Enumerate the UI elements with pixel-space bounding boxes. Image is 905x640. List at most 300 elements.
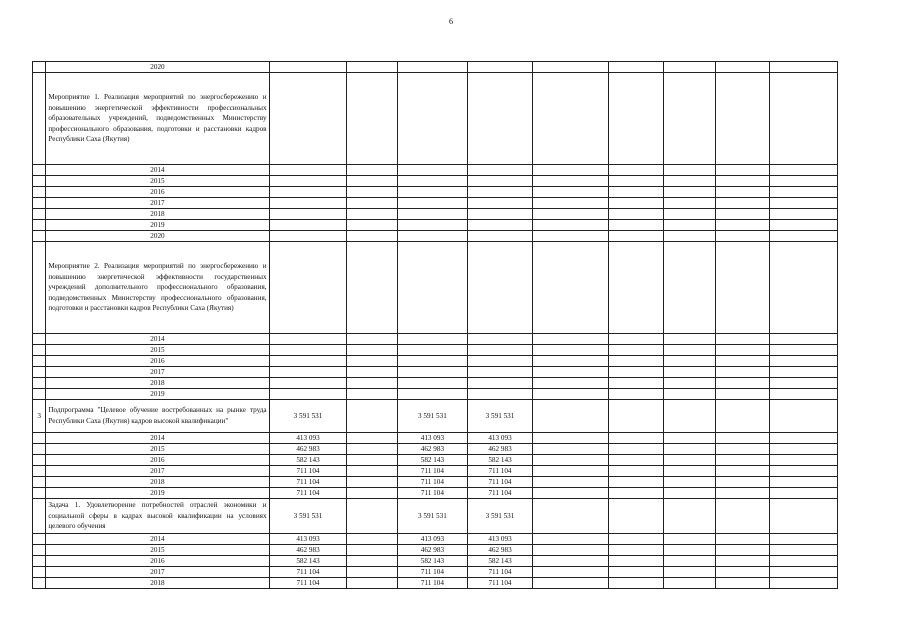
table-cell (532, 176, 608, 187)
table-cell (770, 455, 838, 466)
table-cell (33, 499, 46, 534)
table-cell (347, 444, 397, 455)
total-amount: 413 093 (269, 433, 347, 444)
table-cell (347, 533, 397, 544)
table-cell (347, 231, 397, 242)
total-amount: 711 104 (269, 566, 347, 577)
year-cell: 2017 (46, 198, 269, 209)
year-row (33, 466, 838, 477)
total-amount: 582 143 (269, 555, 347, 566)
year-row (33, 389, 838, 400)
year-cell: 2018 (46, 477, 269, 488)
table-cell (269, 209, 347, 220)
table-cell (347, 577, 397, 588)
table-cell (532, 367, 608, 378)
description-cell: Подпрограмма "Целевое обучение востребованных на рынке труда Республики Саха (Якутия) кадров высокой квалификации" (46, 400, 269, 433)
year-cell: 2014 (46, 533, 269, 544)
table-cell (347, 356, 397, 367)
table-cell (716, 220, 770, 231)
table-cell (397, 389, 468, 400)
year-row (33, 367, 838, 378)
table-cell (347, 389, 397, 400)
table-cell (663, 345, 715, 356)
table-cell (608, 73, 663, 165)
table-cell (347, 345, 397, 356)
measure2-row (33, 242, 838, 334)
table-cell (770, 231, 838, 242)
table-cell (397, 345, 468, 356)
table-cell (663, 378, 715, 389)
budget-amount: 711 104 (397, 466, 468, 477)
table-cell (468, 165, 533, 176)
year-cell: 2018 (46, 209, 269, 220)
table-cell (269, 367, 347, 378)
table-cell (663, 334, 715, 345)
table-cell (770, 187, 838, 198)
table-cell (608, 533, 663, 544)
budget-amount: 413 093 (397, 533, 468, 544)
table-cell (532, 231, 608, 242)
budget-amount: 3 591 531 (397, 400, 468, 433)
table-cell (269, 356, 347, 367)
total-amount: 711 104 (269, 477, 347, 488)
table-cell (468, 378, 533, 389)
table-cell (608, 231, 663, 242)
year-row (33, 444, 838, 455)
table-cell (33, 356, 46, 367)
table-cell (33, 433, 46, 444)
table-cell (532, 566, 608, 577)
table-cell (33, 577, 46, 588)
table-cell (663, 455, 715, 466)
budget-amount: 462 983 (397, 444, 468, 455)
table-cell (397, 198, 468, 209)
table-cell (532, 466, 608, 477)
table-cell (716, 378, 770, 389)
table-cell (716, 73, 770, 165)
table-cell (663, 367, 715, 378)
budget-amount: 413 093 (397, 433, 468, 444)
table-cell (397, 334, 468, 345)
table-cell (608, 389, 663, 400)
table-cell (347, 334, 397, 345)
table-cell (532, 544, 608, 555)
row-number: 3 (33, 400, 46, 433)
year-cell: 2020 (46, 62, 269, 73)
table-cell (770, 555, 838, 566)
year-row (33, 477, 838, 488)
total-amount: 3 591 531 (269, 400, 347, 433)
table-cell (770, 209, 838, 220)
table-cell (770, 477, 838, 488)
table-cell (468, 62, 533, 73)
table-cell (716, 466, 770, 477)
year-row (33, 555, 838, 566)
table-cell (770, 544, 838, 555)
table-cell (716, 198, 770, 209)
table-cell (532, 533, 608, 544)
amount-cell: 3 591 531 (468, 400, 533, 433)
budget-table (32, 61, 838, 589)
measure1-row (33, 73, 838, 165)
year-row (33, 231, 838, 242)
total-amount: 462 983 (269, 444, 347, 455)
table-cell (608, 356, 663, 367)
budget-amount: 711 104 (397, 566, 468, 577)
table-cell (33, 165, 46, 176)
table-cell (33, 477, 46, 488)
total-amount: 582 143 (269, 455, 347, 466)
table-cell (269, 165, 347, 176)
table-cell (33, 345, 46, 356)
table-cell (663, 555, 715, 566)
table-cell (397, 220, 468, 231)
table-cell (269, 242, 347, 334)
table-cell (33, 198, 46, 209)
table-cell (663, 577, 715, 588)
table-cell (33, 444, 46, 455)
table-cell (347, 566, 397, 577)
table-cell (716, 433, 770, 444)
table-cell (716, 334, 770, 345)
table-cell (468, 345, 533, 356)
table-cell (770, 533, 838, 544)
page-number: 6 (449, 17, 453, 26)
table-cell (532, 433, 608, 444)
budget-amount: 711 104 (397, 577, 468, 588)
amount-cell: 711 104 (468, 477, 533, 488)
table-cell (770, 566, 838, 577)
table-cell (269, 378, 347, 389)
table-cell (716, 477, 770, 488)
table-cell (663, 220, 715, 231)
table-cell (532, 198, 608, 209)
description-cell: Мероприятие 2. Реализация мероприятий по энергосбережению и повышению энергетической эффективности государственных учреждений дополнительного профессионального образования, подведомственных Министерству профессионального образования, подготовки и расстановки кадров Республики Саха (Якутия) (46, 242, 269, 334)
table-cell (347, 477, 397, 488)
table-cell (663, 389, 715, 400)
table-cell (608, 499, 663, 534)
budget-amount: 462 983 (397, 544, 468, 555)
table-cell (770, 165, 838, 176)
table-cell (532, 455, 608, 466)
table-cell (468, 209, 533, 220)
table-cell (532, 356, 608, 367)
table-cell (663, 242, 715, 334)
table-cell (33, 389, 46, 400)
table-cell (608, 165, 663, 176)
amount-cell: 711 104 (468, 566, 533, 577)
amount-cell: 462 983 (468, 444, 533, 455)
table-cell (532, 577, 608, 588)
year-cell: 2017 (46, 566, 269, 577)
table-cell (33, 334, 46, 345)
year-cell: 2014 (46, 165, 269, 176)
subprogram-row (33, 400, 838, 433)
table-cell (347, 455, 397, 466)
table-cell (770, 499, 838, 534)
table-cell (532, 444, 608, 455)
year-row (33, 433, 838, 444)
table-cell (663, 62, 715, 73)
year-row (33, 198, 838, 209)
table-cell (532, 73, 608, 165)
year-cell: 2015 (46, 176, 269, 187)
table-cell (663, 73, 715, 165)
table-cell (269, 231, 347, 242)
table-cell (663, 566, 715, 577)
table-cell (770, 577, 838, 588)
total-amount: 711 104 (269, 577, 347, 588)
table-cell (608, 220, 663, 231)
table-cell (608, 400, 663, 433)
table-cell (663, 488, 715, 499)
year-row (33, 334, 838, 345)
total-amount: 711 104 (269, 488, 347, 499)
table-cell (770, 378, 838, 389)
table-cell (269, 73, 347, 165)
year-row (33, 165, 838, 176)
year-cell: 2019 (46, 389, 269, 400)
table-cell (608, 334, 663, 345)
table-cell (347, 433, 397, 444)
year-cell: 2015 (46, 544, 269, 555)
total-amount: 3 591 531 (269, 499, 347, 534)
year-row (33, 187, 838, 198)
table-cell (608, 577, 663, 588)
table-cell (716, 533, 770, 544)
table-cell (532, 242, 608, 334)
year-row (33, 488, 838, 499)
table-cell (716, 209, 770, 220)
year-row (33, 533, 838, 544)
table-cell (33, 187, 46, 198)
amount-cell: 413 093 (468, 433, 533, 444)
table-cell (347, 378, 397, 389)
amount-cell: 582 143 (468, 455, 533, 466)
table-cell (663, 433, 715, 444)
table-cell (770, 400, 838, 433)
year-row (33, 577, 838, 588)
table-cell (608, 367, 663, 378)
table-cell (269, 334, 347, 345)
table-cell (532, 499, 608, 534)
amount-cell: 462 983 (468, 544, 533, 555)
table-cell (269, 389, 347, 400)
year-cell: 2014 (46, 433, 269, 444)
budget-amount: 582 143 (397, 555, 468, 566)
table-cell (770, 389, 838, 400)
table-cell (663, 176, 715, 187)
table-cell (33, 73, 46, 165)
table-cell (468, 356, 533, 367)
year-row (33, 356, 838, 367)
table-cell (716, 356, 770, 367)
table-cell (33, 555, 46, 566)
table-cell (770, 488, 838, 499)
total-amount: 711 104 (269, 466, 347, 477)
table-cell (608, 466, 663, 477)
table-cell (663, 231, 715, 242)
table-cell (532, 400, 608, 433)
table-cell (468, 242, 533, 334)
table-cell (663, 544, 715, 555)
table-cell (770, 345, 838, 356)
description-cell: Мероприятие 1. Реализация мероприятий по энергосбережению и повышению энергетической эффективности профессиональных образовательных учреждений, подведомственных Министерству профессионального образования, подготовки и расстановки кадров Республики Саха (Якутия) (46, 73, 269, 165)
table-cell (716, 62, 770, 73)
table-cell (269, 187, 347, 198)
table-cell (663, 187, 715, 198)
amount-cell: 711 104 (468, 577, 533, 588)
table-cell (33, 367, 46, 378)
table-cell (532, 220, 608, 231)
year-cell: 2020 (46, 231, 269, 242)
table-cell (716, 187, 770, 198)
table-cell (770, 444, 838, 455)
table-cell (608, 433, 663, 444)
table-cell (608, 176, 663, 187)
table-cell (663, 209, 715, 220)
table-cell (716, 242, 770, 334)
year-cell: 2017 (46, 466, 269, 477)
table-cell (716, 176, 770, 187)
budget-amount: 582 143 (397, 455, 468, 466)
year-row (33, 345, 838, 356)
year-cell: 2019 (46, 488, 269, 499)
table-cell (33, 466, 46, 477)
table-cell (770, 198, 838, 209)
table-cell (347, 187, 397, 198)
table-cell (770, 176, 838, 187)
table-cell (770, 62, 838, 73)
table-cell (347, 62, 397, 73)
table-cell (269, 62, 347, 73)
year-cell: 2016 (46, 555, 269, 566)
table-cell (770, 367, 838, 378)
table-cell (532, 477, 608, 488)
table-cell (663, 466, 715, 477)
table-cell (269, 220, 347, 231)
budget-amount: 711 104 (397, 477, 468, 488)
table-cell (468, 220, 533, 231)
year-cell: 2017 (46, 367, 269, 378)
year-cell: 2014 (46, 334, 269, 345)
table-cell (33, 209, 46, 220)
table-cell (33, 231, 46, 242)
table-cell (347, 488, 397, 499)
year-row (33, 378, 838, 389)
table-cell (532, 187, 608, 198)
table-cell (347, 400, 397, 433)
table-cell (770, 73, 838, 165)
table-cell (770, 466, 838, 477)
year-row (33, 220, 838, 231)
table-cell (532, 209, 608, 220)
table-cell (716, 455, 770, 466)
table-cell (716, 444, 770, 455)
table-cell (397, 73, 468, 165)
table-cell (532, 555, 608, 566)
table-cell (716, 499, 770, 534)
amount-cell: 413 093 (468, 533, 533, 544)
table-cell (347, 367, 397, 378)
table-cell (716, 231, 770, 242)
table-cell (269, 176, 347, 187)
table-cell (716, 165, 770, 176)
table-cell (468, 231, 533, 242)
year-cell: 2016 (46, 187, 269, 198)
table-cell (532, 62, 608, 73)
table-cell (716, 345, 770, 356)
table-cell (347, 466, 397, 477)
table-cell (716, 555, 770, 566)
table-cell (468, 73, 533, 165)
table-cell (608, 444, 663, 455)
table-cell (347, 499, 397, 534)
table-cell (33, 176, 46, 187)
table-cell (608, 555, 663, 566)
table-cell (397, 187, 468, 198)
table-cell (608, 345, 663, 356)
table-cell (770, 356, 838, 367)
table-cell (397, 176, 468, 187)
budget-amount: 3 591 531 (397, 499, 468, 534)
year-cell: 2016 (46, 455, 269, 466)
table-cell (608, 198, 663, 209)
year-cell: 2015 (46, 345, 269, 356)
table-cell (532, 488, 608, 499)
table-cell (663, 533, 715, 544)
table-cell (663, 165, 715, 176)
table-cell (608, 544, 663, 555)
year-cell: 2018 (46, 577, 269, 588)
table-cell (397, 367, 468, 378)
year-row (33, 566, 838, 577)
table-cell (663, 356, 715, 367)
table-cell (716, 566, 770, 577)
table-cell (770, 433, 838, 444)
table-cell (468, 187, 533, 198)
table-cell (397, 209, 468, 220)
table-cell (770, 220, 838, 231)
year-cell: 2018 (46, 378, 269, 389)
year-row (33, 544, 838, 555)
year-row (33, 455, 838, 466)
year-cell: 2016 (46, 356, 269, 367)
table-cell (608, 455, 663, 466)
table-cell (33, 62, 46, 73)
amount-cell: 711 104 (468, 488, 533, 499)
table-cell (33, 566, 46, 577)
table-cell (663, 400, 715, 433)
table-cell (347, 176, 397, 187)
table-cell (716, 544, 770, 555)
table-cell (532, 389, 608, 400)
table-cell (608, 477, 663, 488)
table-cell (716, 400, 770, 433)
table-cell (532, 378, 608, 389)
table-cell (532, 334, 608, 345)
table-cell (347, 209, 397, 220)
table-cell (347, 242, 397, 334)
year-cell: 2019 (46, 220, 269, 231)
table-cell (397, 231, 468, 242)
table-cell (663, 477, 715, 488)
table-cell (770, 334, 838, 345)
table-cell (716, 577, 770, 588)
table-cell (397, 378, 468, 389)
year-row (33, 176, 838, 187)
amount-cell: 3 591 531 (468, 499, 533, 534)
